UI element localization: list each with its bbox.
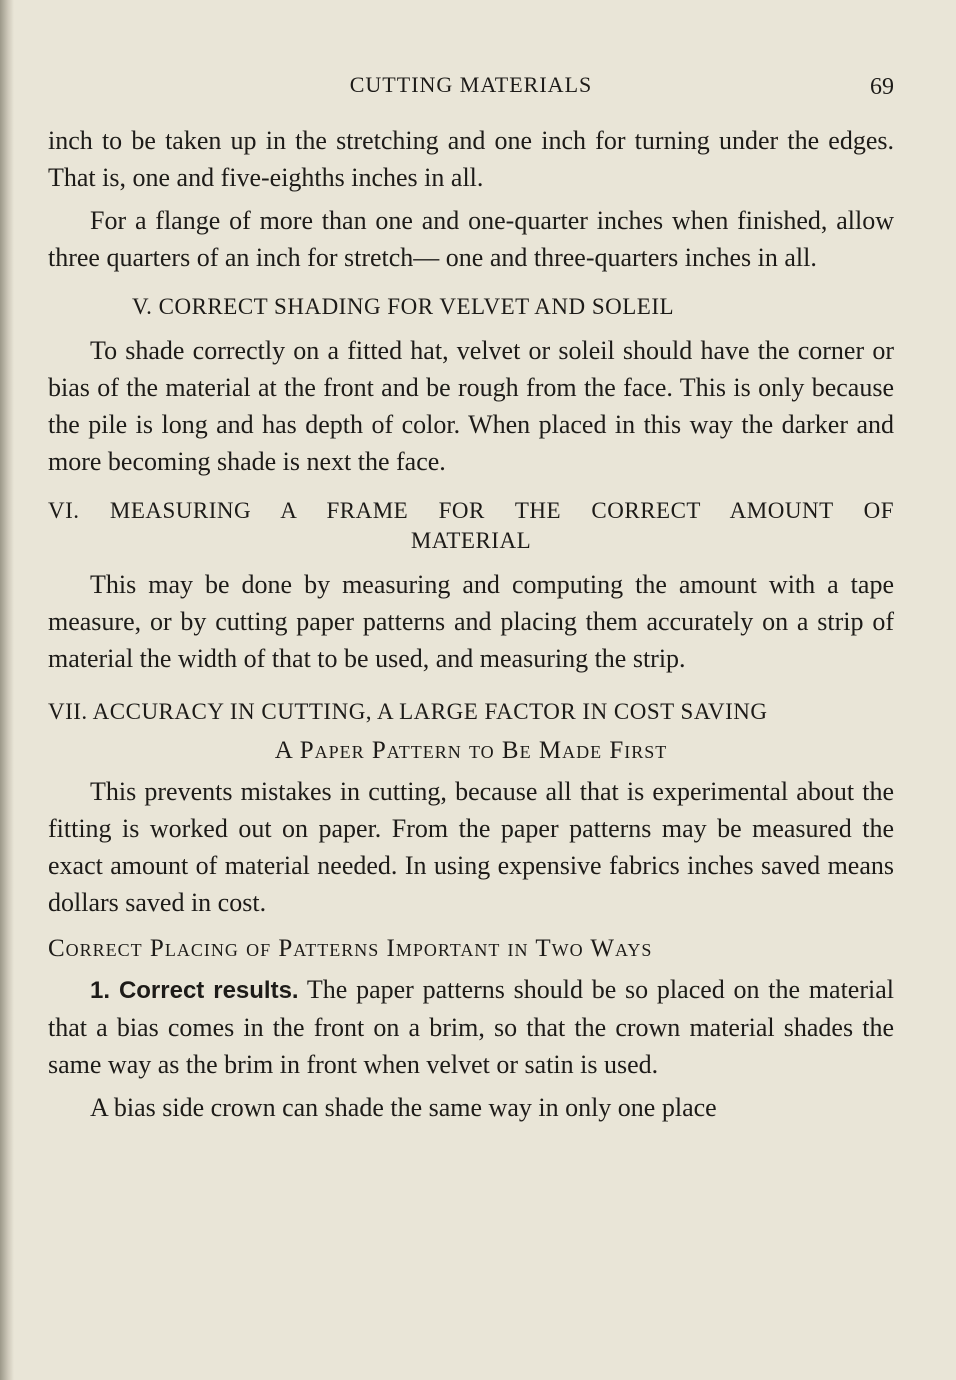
section-heading-measuring-line1: VI. MEASURING A FRAME FOR THE CORRECT AMOUNT OF	[48, 498, 894, 523]
paragraph-continuation: inch to be taken up in the stretching and one inch for turning under the edges. That is, one and five-eighths inches in all.	[48, 126, 894, 192]
correct-results-body: The paper patterns should be so placed on the material that a bias comes in the front on a brim, so that the crown material shades the same way as the brim in front when velvet or satin is used.	[48, 975, 894, 1079]
paragraph-shading: To shade correctly on a fitted hat, velvet or soleil should have the corner or bias of the material at the front and be rough from the face. This is only because the pile is long and has depth of color. When placed in this way the darker and more becoming shade is next the face.	[48, 336, 894, 476]
running-title: CUTTING MATERIALS	[349, 72, 593, 97]
section-heading-measuring	[48, 496, 894, 556]
paragraph-bias-side-crown: A bias side crown can shade the same way in only one place	[90, 1093, 717, 1122]
section-heading-accuracy: VII. ACCURACY IN CUTTING, A LARGE FACTOR IN COST SAVING	[48, 699, 768, 724]
paragraph-correct-results	[48, 971, 894, 1083]
paragraph-measuring: This may be done by measuring and computing the amount with a tape measure, or by cutting paper patterns and placing them accurately on a strip of material the width of that to be used, and measuring the strip.	[48, 570, 894, 673]
page-number: 69	[870, 74, 894, 100]
book-page	[48, 70, 894, 1126]
paragraph-flange: For a flange of more than one and one-quarter inches when finished, allow three quarters of an inch for stretch— one and three-quarters inches in all.	[48, 206, 894, 272]
page-gutter-shadow	[0, 0, 14, 1380]
running-head	[48, 70, 894, 106]
subheading-correct-placing: Correct Placing of Patterns Important in Two Ways	[48, 935, 653, 962]
subheading-paper-pattern: A Paper Pattern to Be Made First	[274, 737, 668, 764]
section-heading-measuring-line2: MATERIAL	[410, 528, 532, 553]
section-heading-shading: V. CORRECT SHADING FOR VELVET AND SOLEIL	[132, 294, 675, 319]
correct-results-lead: 1. Correct results.	[90, 977, 299, 1004]
paragraph-paper-pattern: This prevents mistakes in cutting, because all that is experimental about the fitting is worked out on paper. From the paper patterns may be measured the exact amount of material needed. In using expensive fabrics inches saved means dollars saved in cost.	[48, 777, 894, 917]
